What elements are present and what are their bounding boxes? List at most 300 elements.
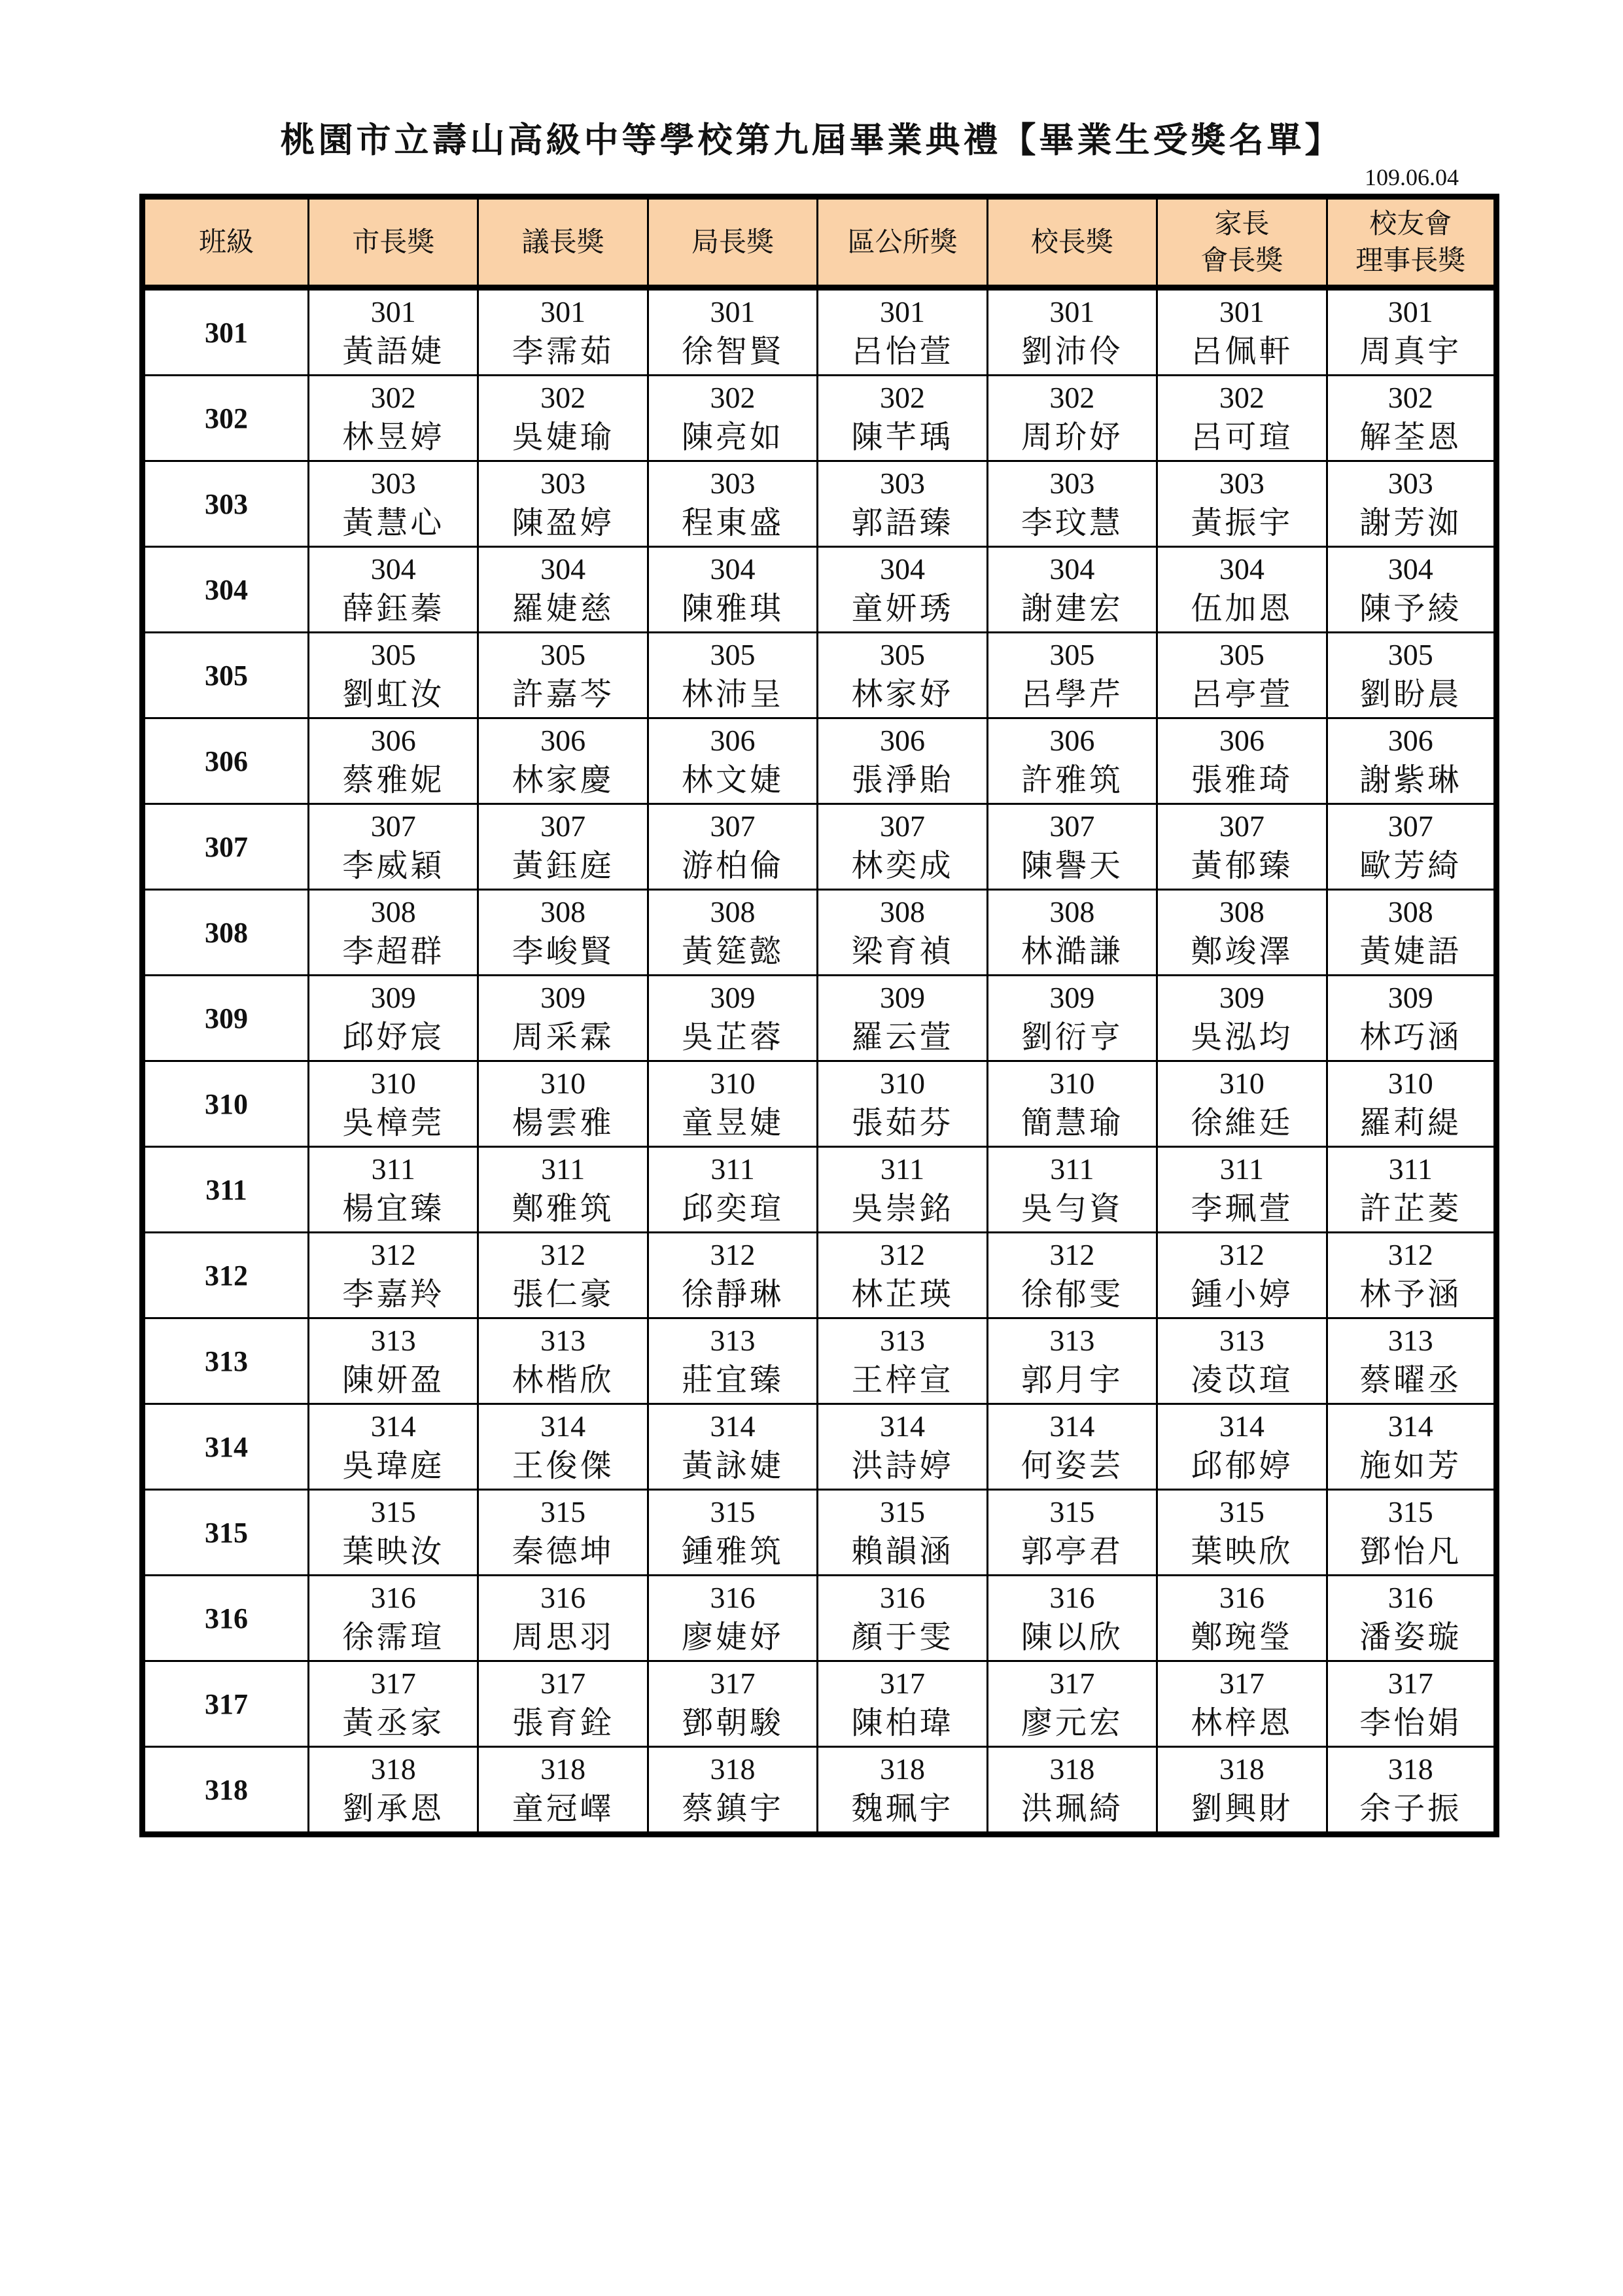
recipient-class: 310 — [710, 1067, 756, 1100]
recipient-name: 郭月宇 — [1021, 1362, 1123, 1398]
recipient-name: 伍加恩 — [1191, 590, 1293, 627]
recipient-class: 316 — [710, 1581, 756, 1614]
recipient-class: 313 — [370, 1324, 416, 1357]
recipient-name: 張育銓 — [512, 1704, 614, 1741]
bureau-director-award-cell — [648, 1576, 817, 1661]
council-speaker-award-cell — [478, 976, 648, 1061]
district-office-award-cell — [818, 976, 987, 1061]
mayor-award-cell — [309, 1576, 478, 1661]
recipient-name: 許雅筑 — [1021, 762, 1123, 798]
table-row — [143, 1747, 1497, 1835]
recipient-name: 鄧怡凡 — [1359, 1533, 1462, 1570]
recipient-name: 吳婕瑜 — [512, 419, 614, 455]
mayor-award-cell — [309, 1318, 478, 1404]
recipient-class: 311 — [1388, 1152, 1433, 1186]
header-class — [143, 197, 309, 288]
recipient-class: 314 — [1219, 1409, 1265, 1443]
recipient-name: 劉沛伶 — [1021, 333, 1123, 370]
recipient-name: 徐靜琳 — [682, 1276, 784, 1313]
principal-award-cell — [987, 1233, 1157, 1318]
recipient-name: 林家慶 — [512, 762, 614, 798]
class-cell: 314 — [143, 1404, 309, 1490]
recipient-class: 303 — [879, 467, 925, 500]
council-speaker-award-cell — [478, 1576, 648, 1661]
recipient-name: 賴韻涵 — [851, 1533, 954, 1570]
recipient-class: 313 — [710, 1324, 756, 1357]
bureau-director-award-cell — [648, 288, 817, 376]
recipient-class: 317 — [370, 1667, 416, 1700]
council-speaker-award-cell — [478, 1747, 648, 1835]
class-cell: 306 — [143, 718, 309, 804]
recipient-class: 301 — [710, 295, 756, 328]
recipient-name: 黃筵懿 — [682, 933, 784, 970]
recipient-name: 歐芳綺 — [1359, 847, 1462, 884]
recipient-name: 黃慧心 — [342, 504, 445, 541]
recipient-name: 李超群 — [342, 933, 445, 970]
recipient-name: 鍾雅筑 — [682, 1533, 784, 1570]
recipient-name: 羅莉緹 — [1359, 1104, 1462, 1141]
district-office-award-cell — [818, 1661, 987, 1747]
principal-award-cell — [987, 1576, 1157, 1661]
parent-association-award-cell — [1157, 288, 1327, 376]
recipient-name: 何姿芸 — [1021, 1447, 1123, 1484]
header-bureau-director-award — [648, 197, 817, 288]
recipient-class: 304 — [710, 552, 756, 586]
recipient-class: 301 — [370, 295, 416, 328]
recipient-name: 黃丞家 — [342, 1704, 445, 1741]
recipient-class: 306 — [710, 724, 756, 757]
parent-association-award-cell — [1157, 718, 1327, 804]
document-date: 109.06.04 — [1365, 164, 1459, 190]
class-cell: 302 — [143, 376, 309, 461]
principal-award-cell — [987, 1061, 1157, 1147]
recipient-class: 308 — [1049, 895, 1095, 928]
table-row — [143, 890, 1497, 976]
recipient-class: 305 — [1219, 638, 1265, 671]
recipient-class: 315 — [1219, 1495, 1265, 1528]
recipient-name: 陳芊瑀 — [851, 419, 954, 455]
council-speaker-award-cell — [478, 1233, 648, 1318]
mayor-award-cell — [309, 890, 478, 976]
recipient-class: 316 — [1387, 1581, 1433, 1614]
recipient-name: 童妍琇 — [851, 590, 954, 627]
district-office-award-cell — [818, 1318, 987, 1404]
recipient-name: 林梓恩 — [1191, 1704, 1293, 1741]
principal-award-cell — [987, 1490, 1157, 1576]
recipient-name: 陳妍盈 — [342, 1362, 445, 1398]
class-cell: 307 — [143, 804, 309, 890]
recipient-name: 莊宜臻 — [682, 1362, 784, 1398]
parent-association-award-cell — [1157, 547, 1327, 633]
table-row — [143, 804, 1497, 890]
bureau-director-award-cell — [648, 1404, 817, 1490]
recipient-class: 306 — [540, 724, 586, 757]
mayor-award-cell — [309, 288, 478, 376]
recipient-name: 李峻賢 — [512, 933, 614, 970]
council-speaker-award-cell — [478, 633, 648, 718]
recipient-class: 310 — [1049, 1067, 1095, 1100]
header-district-office-award — [818, 197, 987, 288]
recipient-name: 周玠妤 — [1021, 419, 1123, 455]
recipient-name: 鄭琬瑩 — [1191, 1619, 1293, 1655]
recipient-name: 陳雅琪 — [682, 590, 784, 627]
header-class-label: 班級 — [198, 226, 254, 258]
class-cell: 310 — [143, 1061, 309, 1147]
award-table-body — [143, 288, 1497, 1835]
recipient-name: 李珮萱 — [1191, 1190, 1293, 1227]
recipient-name: 鄭竣澤 — [1191, 933, 1293, 970]
recipient-name: 楊雲雅 — [512, 1104, 614, 1141]
class-cell: 303 — [143, 461, 309, 547]
mayor-award-cell — [309, 1747, 478, 1835]
recipient-name: 王梓宣 — [851, 1362, 954, 1398]
recipient-class: 304 — [540, 552, 586, 586]
recipient-name: 劉盼晨 — [1359, 676, 1462, 713]
parent-association-award-cell — [1157, 376, 1327, 461]
class-cell: 317 — [143, 1661, 309, 1747]
principal-award-cell — [987, 976, 1157, 1061]
recipient-name: 徐維廷 — [1191, 1104, 1293, 1141]
recipient-name: 周思羽 — [512, 1619, 614, 1655]
council-speaker-award-cell — [478, 288, 648, 376]
recipient-name: 張淨貽 — [851, 762, 954, 798]
header-mayor-award-label: 市長獎 — [352, 226, 435, 258]
mayor-award-cell — [309, 547, 478, 633]
recipient-class: 318 — [540, 1752, 586, 1786]
header-parent-association-award-label: 家長 會長獎 — [1200, 207, 1283, 276]
recipient-name: 徐郁雯 — [1021, 1276, 1123, 1313]
principal-award-cell — [987, 288, 1157, 376]
class-cell: 316 — [143, 1576, 309, 1661]
recipient-class: 308 — [540, 895, 586, 928]
recipient-class: 309 — [1387, 981, 1433, 1014]
recipient-name: 潘姿璇 — [1359, 1619, 1462, 1655]
principal-award-cell — [987, 718, 1157, 804]
recipient-class: 314 — [710, 1409, 756, 1443]
council-speaker-award-cell — [478, 1404, 648, 1490]
alumni-association-award-cell — [1327, 718, 1496, 804]
bureau-director-award-cell — [648, 1318, 817, 1404]
parent-association-award-cell — [1157, 1576, 1327, 1661]
council-speaker-award-cell — [478, 1318, 648, 1404]
recipient-class: 317 — [1049, 1667, 1095, 1700]
recipient-name: 許芷菱 — [1359, 1190, 1462, 1227]
recipient-class: 314 — [1049, 1409, 1095, 1443]
recipient-class: 312 — [370, 1238, 416, 1271]
recipient-name: 周真宇 — [1359, 333, 1462, 370]
recipient-name: 林沛呈 — [682, 676, 784, 713]
table-row — [143, 1318, 1497, 1404]
alumni-association-award-cell — [1327, 547, 1496, 633]
recipient-class: 315 — [1049, 1495, 1095, 1528]
bureau-director-award-cell — [648, 976, 817, 1061]
mayor-award-cell — [309, 1404, 478, 1490]
recipient-class: 314 — [1387, 1409, 1433, 1443]
class-cell: 309 — [143, 976, 309, 1061]
bureau-director-award-cell — [648, 890, 817, 976]
recipient-class: 305 — [1387, 638, 1433, 671]
recipient-name: 吳芷蓉 — [682, 1019, 784, 1055]
table-row — [143, 1661, 1497, 1747]
recipient-name: 廖元宏 — [1021, 1704, 1123, 1741]
council-speaker-award-cell — [478, 804, 648, 890]
recipient-class: 305 — [1049, 638, 1095, 671]
recipient-name: 陳以欣 — [1021, 1619, 1123, 1655]
recipient-class: 316 — [1049, 1581, 1095, 1614]
recipient-class: 307 — [1049, 809, 1095, 843]
recipient-name: 顏于雯 — [851, 1619, 954, 1655]
recipient-name: 李威穎 — [342, 847, 445, 884]
mayor-award-cell — [309, 633, 478, 718]
alumni-association-award-cell — [1327, 1490, 1496, 1576]
recipient-name: 羅云萱 — [851, 1019, 954, 1055]
recipient-class: 309 — [1049, 981, 1095, 1014]
parent-association-award-cell — [1157, 1233, 1327, 1318]
alumni-association-award-cell — [1327, 1061, 1496, 1147]
table-row — [143, 1147, 1497, 1233]
mayor-award-cell — [309, 976, 478, 1061]
recipient-name: 陳柏瑋 — [851, 1704, 954, 1741]
recipient-class: 301 — [540, 295, 586, 328]
recipient-class: 315 — [540, 1495, 586, 1528]
recipient-name: 羅婕慈 — [512, 590, 614, 627]
alumni-association-award-cell — [1327, 633, 1496, 718]
recipient-class: 314 — [879, 1409, 925, 1443]
recipient-name: 程東盛 — [682, 504, 784, 541]
parent-association-award-cell — [1157, 1490, 1327, 1576]
district-office-award-cell — [818, 461, 987, 547]
recipient-name: 蔡鎮宇 — [682, 1790, 784, 1827]
recipient-name: 蔡曜丞 — [1359, 1362, 1462, 1398]
recipient-class: 311 — [371, 1152, 415, 1186]
recipient-name: 鄧朝駿 — [682, 1704, 784, 1741]
alumni-association-award-cell — [1327, 1661, 1496, 1747]
recipient-name: 陳盈婷 — [512, 504, 614, 541]
recipient-name: 劉衍亨 — [1021, 1019, 1123, 1055]
recipient-class: 310 — [879, 1067, 925, 1100]
district-office-award-cell — [818, 804, 987, 890]
recipient-class: 302 — [370, 381, 416, 414]
recipient-class: 304 — [1387, 552, 1433, 586]
table-row — [143, 976, 1497, 1061]
recipient-class: 313 — [879, 1324, 925, 1357]
recipient-name: 洪詩婷 — [851, 1447, 954, 1484]
recipient-class: 306 — [1049, 724, 1095, 757]
recipient-name: 呂學芹 — [1021, 676, 1123, 713]
principal-award-cell — [987, 633, 1157, 718]
council-speaker-award-cell — [478, 1147, 648, 1233]
recipient-class: 302 — [879, 381, 925, 414]
recipient-name: 李嘉羚 — [342, 1276, 445, 1313]
recipient-class: 304 — [370, 552, 416, 586]
page-title: 桃園市立壽山高級中等學校第九屆畢業典禮【畢業生受獎名單】 — [280, 120, 1343, 160]
class-cell: 315 — [143, 1490, 309, 1576]
district-office-award-cell — [818, 718, 987, 804]
alumni-association-award-cell — [1327, 1147, 1496, 1233]
header-council-speaker-award — [478, 197, 648, 288]
parent-association-award-cell — [1157, 1147, 1327, 1233]
table-row — [143, 1576, 1497, 1661]
recipient-class: 307 — [1387, 809, 1433, 843]
principal-award-cell — [987, 1747, 1157, 1835]
recipient-class: 315 — [710, 1495, 756, 1528]
recipient-name: 許嘉芩 — [512, 676, 614, 713]
alumni-association-award-cell — [1327, 288, 1496, 376]
recipient-class: 305 — [879, 638, 925, 671]
recipient-class: 302 — [1049, 381, 1095, 414]
header-bureau-director-award-label: 局長獎 — [691, 226, 775, 258]
recipient-name: 謝紫琳 — [1359, 762, 1462, 798]
recipient-class: 314 — [540, 1409, 586, 1443]
recipient-class: 306 — [879, 724, 925, 757]
council-speaker-award-cell — [478, 1661, 648, 1747]
district-office-award-cell — [818, 890, 987, 976]
recipient-class: 303 — [1219, 467, 1265, 500]
recipient-class: 308 — [710, 895, 756, 928]
recipient-class: 312 — [710, 1238, 756, 1271]
recipient-name: 葉映欣 — [1191, 1533, 1293, 1570]
recipient-name: 王俊傑 — [512, 1447, 614, 1484]
recipient-class: 302 — [1219, 381, 1265, 414]
mayor-award-cell — [309, 718, 478, 804]
recipient-class: 318 — [879, 1752, 925, 1786]
recipient-class: 308 — [1387, 895, 1433, 928]
recipient-class: 311 — [1219, 1152, 1264, 1186]
recipient-name: 周采霖 — [512, 1019, 614, 1055]
district-office-award-cell — [818, 1147, 987, 1233]
alumni-association-award-cell — [1327, 890, 1496, 976]
recipient-name: 吳泓均 — [1191, 1019, 1293, 1055]
recipient-name: 黃婕語 — [1359, 933, 1462, 970]
recipient-class: 314 — [370, 1409, 416, 1443]
recipient-class: 317 — [879, 1667, 925, 1700]
recipient-name: 徐霈瑄 — [342, 1619, 445, 1655]
alumni-association-award-cell — [1327, 376, 1496, 461]
award-table-header — [143, 197, 1497, 288]
recipient-name: 凌苡瑄 — [1191, 1362, 1293, 1398]
council-speaker-award-cell — [478, 461, 648, 547]
principal-award-cell — [987, 890, 1157, 976]
district-office-award-cell — [818, 1404, 987, 1490]
bureau-director-award-cell — [648, 547, 817, 633]
recipient-name: 李玟慧 — [1021, 504, 1123, 541]
recipient-class: 308 — [370, 895, 416, 928]
alumni-association-award-cell — [1327, 1233, 1496, 1318]
council-speaker-award-cell — [478, 547, 648, 633]
district-office-award-cell — [818, 1747, 987, 1835]
mayor-award-cell — [309, 1147, 478, 1233]
mayor-award-cell — [309, 1490, 478, 1576]
recipient-class: 306 — [1387, 724, 1433, 757]
recipient-name: 劉承恩 — [342, 1790, 445, 1827]
header-council-speaker-award-label: 議長獎 — [521, 226, 604, 258]
mayor-award-cell — [309, 376, 478, 461]
recipient-class: 309 — [710, 981, 756, 1014]
header-principal-award — [987, 197, 1157, 288]
recipient-class: 302 — [540, 381, 586, 414]
recipient-class: 311 — [1050, 1152, 1094, 1186]
recipient-name: 黃詠婕 — [682, 1447, 784, 1484]
recipient-name: 余子振 — [1359, 1790, 1462, 1827]
recipient-class: 312 — [1387, 1238, 1433, 1271]
recipient-class: 316 — [370, 1581, 416, 1614]
council-speaker-award-cell — [478, 376, 648, 461]
recipient-name: 薛鈺蓁 — [342, 590, 445, 627]
recipient-name: 邱郁婷 — [1191, 1447, 1293, 1484]
recipient-name: 黃語婕 — [342, 333, 445, 370]
table-row — [143, 1061, 1497, 1147]
recipient-class: 316 — [1219, 1581, 1265, 1614]
recipient-name: 鍾小婷 — [1191, 1276, 1293, 1313]
recipient-name: 鄭雅筑 — [512, 1190, 614, 1227]
bureau-director-award-cell — [648, 718, 817, 804]
recipient-name: 劉虹汝 — [342, 676, 445, 713]
bureau-director-award-cell — [648, 1147, 817, 1233]
recipient-class: 313 — [1387, 1324, 1433, 1357]
recipient-class: 313 — [540, 1324, 586, 1357]
parent-association-award-cell — [1157, 1404, 1327, 1490]
recipient-class: 317 — [1219, 1667, 1265, 1700]
recipient-class: 312 — [1219, 1238, 1265, 1271]
recipient-class: 304 — [1049, 552, 1095, 586]
mayor-award-cell — [309, 1233, 478, 1318]
header-principal-award-label: 校長獎 — [1030, 226, 1113, 258]
bureau-director-award-cell — [648, 461, 817, 547]
recipient-class: 304 — [879, 552, 925, 586]
recipient-class: 315 — [1387, 1495, 1433, 1528]
bureau-director-award-cell — [648, 1490, 817, 1576]
table-row — [143, 1404, 1497, 1490]
recipient-name: 洪珮綺 — [1021, 1790, 1123, 1827]
recipient-class: 303 — [710, 467, 756, 500]
parent-association-award-cell — [1157, 1061, 1327, 1147]
recipient-class: 310 — [370, 1067, 416, 1100]
recipient-name: 陳譽天 — [1021, 847, 1123, 884]
mayor-award-cell — [309, 461, 478, 547]
principal-award-cell — [987, 804, 1157, 890]
recipient-name: 解荃恩 — [1359, 419, 1462, 455]
recipient-name: 呂可瑄 — [1191, 419, 1293, 455]
recipient-class: 308 — [879, 895, 925, 928]
award-table — [139, 194, 1499, 1837]
table-row — [143, 718, 1497, 804]
parent-association-award-cell — [1157, 1747, 1327, 1835]
recipient-class: 318 — [1219, 1752, 1265, 1786]
table-row — [143, 376, 1497, 461]
recipient-name: 林芷瑛 — [851, 1276, 954, 1313]
recipient-name: 吳瑋庭 — [342, 1447, 445, 1484]
recipient-name: 謝建宏 — [1021, 590, 1123, 627]
alumni-association-award-cell — [1327, 1747, 1496, 1835]
class-cell: 311 — [143, 1147, 309, 1233]
recipient-name: 謝芳洳 — [1359, 504, 1462, 541]
council-speaker-award-cell — [478, 718, 648, 804]
recipient-class: 312 — [1049, 1238, 1095, 1271]
recipient-name: 陳亮如 — [682, 419, 784, 455]
district-office-award-cell — [818, 633, 987, 718]
alumni-association-award-cell — [1327, 1576, 1496, 1661]
recipient-name: 邱妤宸 — [342, 1019, 445, 1055]
recipient-class: 311 — [880, 1152, 925, 1186]
class-cell: 313 — [143, 1318, 309, 1404]
recipient-class: 317 — [710, 1667, 756, 1700]
parent-association-award-cell — [1157, 976, 1327, 1061]
recipient-class: 303 — [540, 467, 586, 500]
parent-association-award-cell — [1157, 1661, 1327, 1747]
parent-association-award-cell — [1157, 1318, 1327, 1404]
council-speaker-award-cell — [478, 890, 648, 976]
recipient-class: 304 — [1219, 552, 1265, 586]
